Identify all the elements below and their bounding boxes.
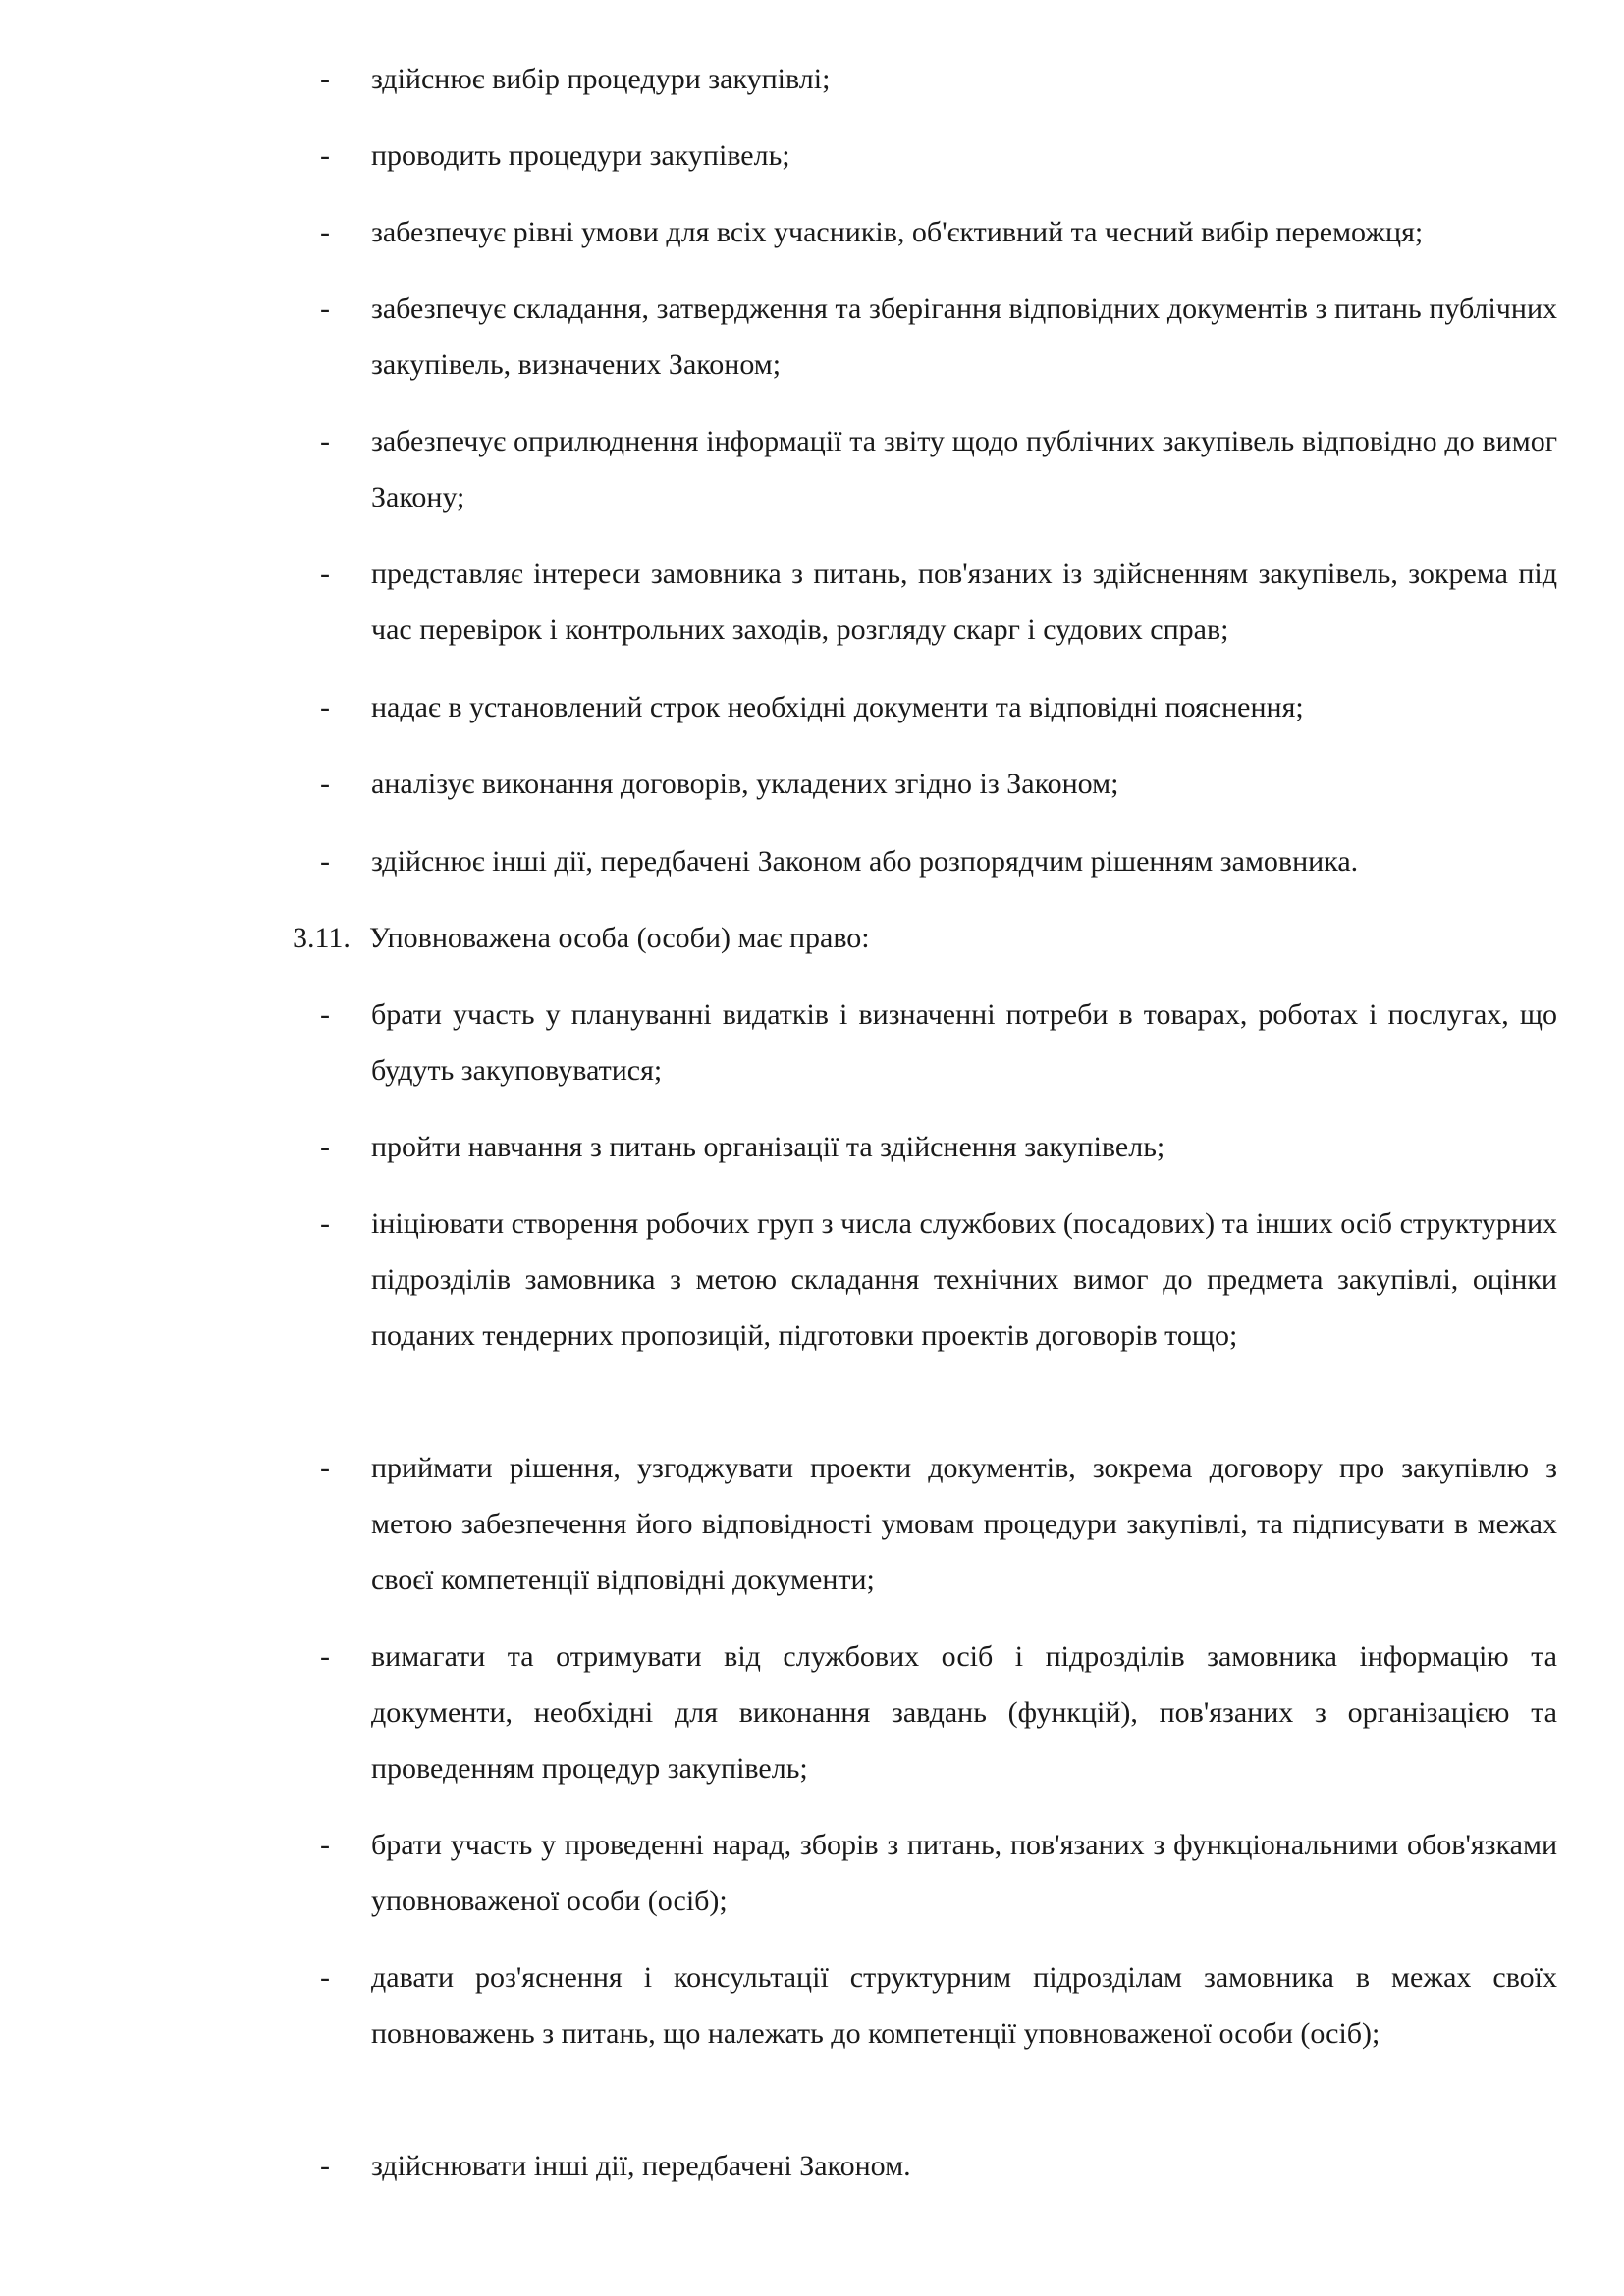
list-dash: - [320,558,330,590]
list-item [322,51,1557,107]
list-item [322,204,1557,260]
list-dash: - [320,216,330,248]
list-dash: - [320,1131,330,1163]
list-dash: - [320,139,330,172]
list-item [322,756,1557,812]
list-item-text: приймати рішення, узгоджувати проекти документів, зокрема договору про закупівлю з метою забезпечення його відповідності умовам процедури закупівлі, та підписувати в межах своєї компетенції відповідні документи; [371,1452,1557,1596]
list-item [322,546,1557,658]
list-item [322,987,1557,1098]
section-number: 3.11. [293,922,351,954]
list-item-text: представляє інтереси замовника з питань, пов'язаних із здійсненням закупівель, зокрема під час перевірок і контрольних заходів, розгляду скарг і судових справ; [371,558,1557,646]
list-dash: - [320,2150,330,2182]
list-item-text: забезпечує рівні умови для всіх учасників, об'єктивний та чесний вибір переможця; [371,216,1424,248]
list-dash: - [320,768,330,800]
list-dash: - [320,691,330,723]
section-title: Уповноважена особа (особи) має право: [369,922,870,954]
list-dash: - [320,293,330,325]
list-item [322,1196,1557,1363]
list-dash: - [320,425,330,457]
list-dash: - [320,1640,330,1673]
list-item-text: аналізує виконання договорів, укладених згідно із Законом; [371,768,1119,800]
list-item [322,1629,1557,1796]
list-item [322,1817,1557,1929]
list-item-text: брати участь у проведенні нарад, зборів з питань, пов'язаних з функціональними обов'язками уповноваженої особи (осіб); [371,1829,1557,1917]
list-item-text: вимагати та отримувати від службових осіб і підрозділів замовника інформацію та документи, необхідні для виконання завдань (функцій), пов'язаних з організацією та проведенням процедур закупівель; [371,1640,1557,1785]
list-item [322,2138,1557,2194]
list-dash: - [320,1829,330,1861]
list-item-text: брати участь у плануванні видатків і визначенні потреби в товарах, роботах і послугах, що будуть закуповуватися; [371,998,1557,1087]
list-item-text: пройти навчання з питань організації та здійснення закупівель; [371,1131,1165,1163]
list-item-text: надає в установлений строк необхідні документи та відповідні пояснення; [371,691,1304,723]
list-item-text: проводить процедури закупівель; [371,139,790,172]
list-item [322,281,1557,393]
section-heading [293,910,1569,966]
list-item [322,833,1557,889]
list-item-text: забезпечує оприлюднення інформації та звіту щодо публічних закупівель відповідно до вимог Закону; [371,425,1557,513]
list-item-text: давати роз'яснення і консультації структурним підрозділам замовника в межах своїх повноважень з питань, що належать до компетенції уповноваженої особи (осіб); [371,1961,1557,2050]
list-dash: - [320,845,330,878]
list-item [322,413,1557,525]
list-item-text: забезпечує складання, затвердження та зберігання відповідних документів з питань публічних закупівель, визначених Законом; [371,293,1557,381]
list-item [322,1119,1557,1175]
list-item-text: здійснювати інші дії, передбачені Законом. [371,2150,911,2182]
list-item [322,128,1557,184]
list-item [322,679,1557,735]
list-dash: - [320,63,330,95]
list-item [322,1440,1557,1608]
list-item-text: ініціювати створення робочих груп з числа службових (посадових) та інших осіб структурних підрозділів замовника з метою складання технічних вимог до предмета закупівлі, оцінки поданих тендерних пропозицій, підготовки проектів договорів тощо; [371,1207,1557,1352]
list-item [322,1949,1557,2061]
list-dash: - [320,1207,330,1240]
list-dash: - [320,1961,330,1994]
list-dash: - [320,998,330,1031]
list-dash: - [320,1452,330,1484]
list-item-text: здійснює вибір процедури закупівлі; [371,63,831,95]
list-item-text: здійснює інші дії, передбачені Законом або розпорядчим рішенням замовника. [371,845,1359,878]
